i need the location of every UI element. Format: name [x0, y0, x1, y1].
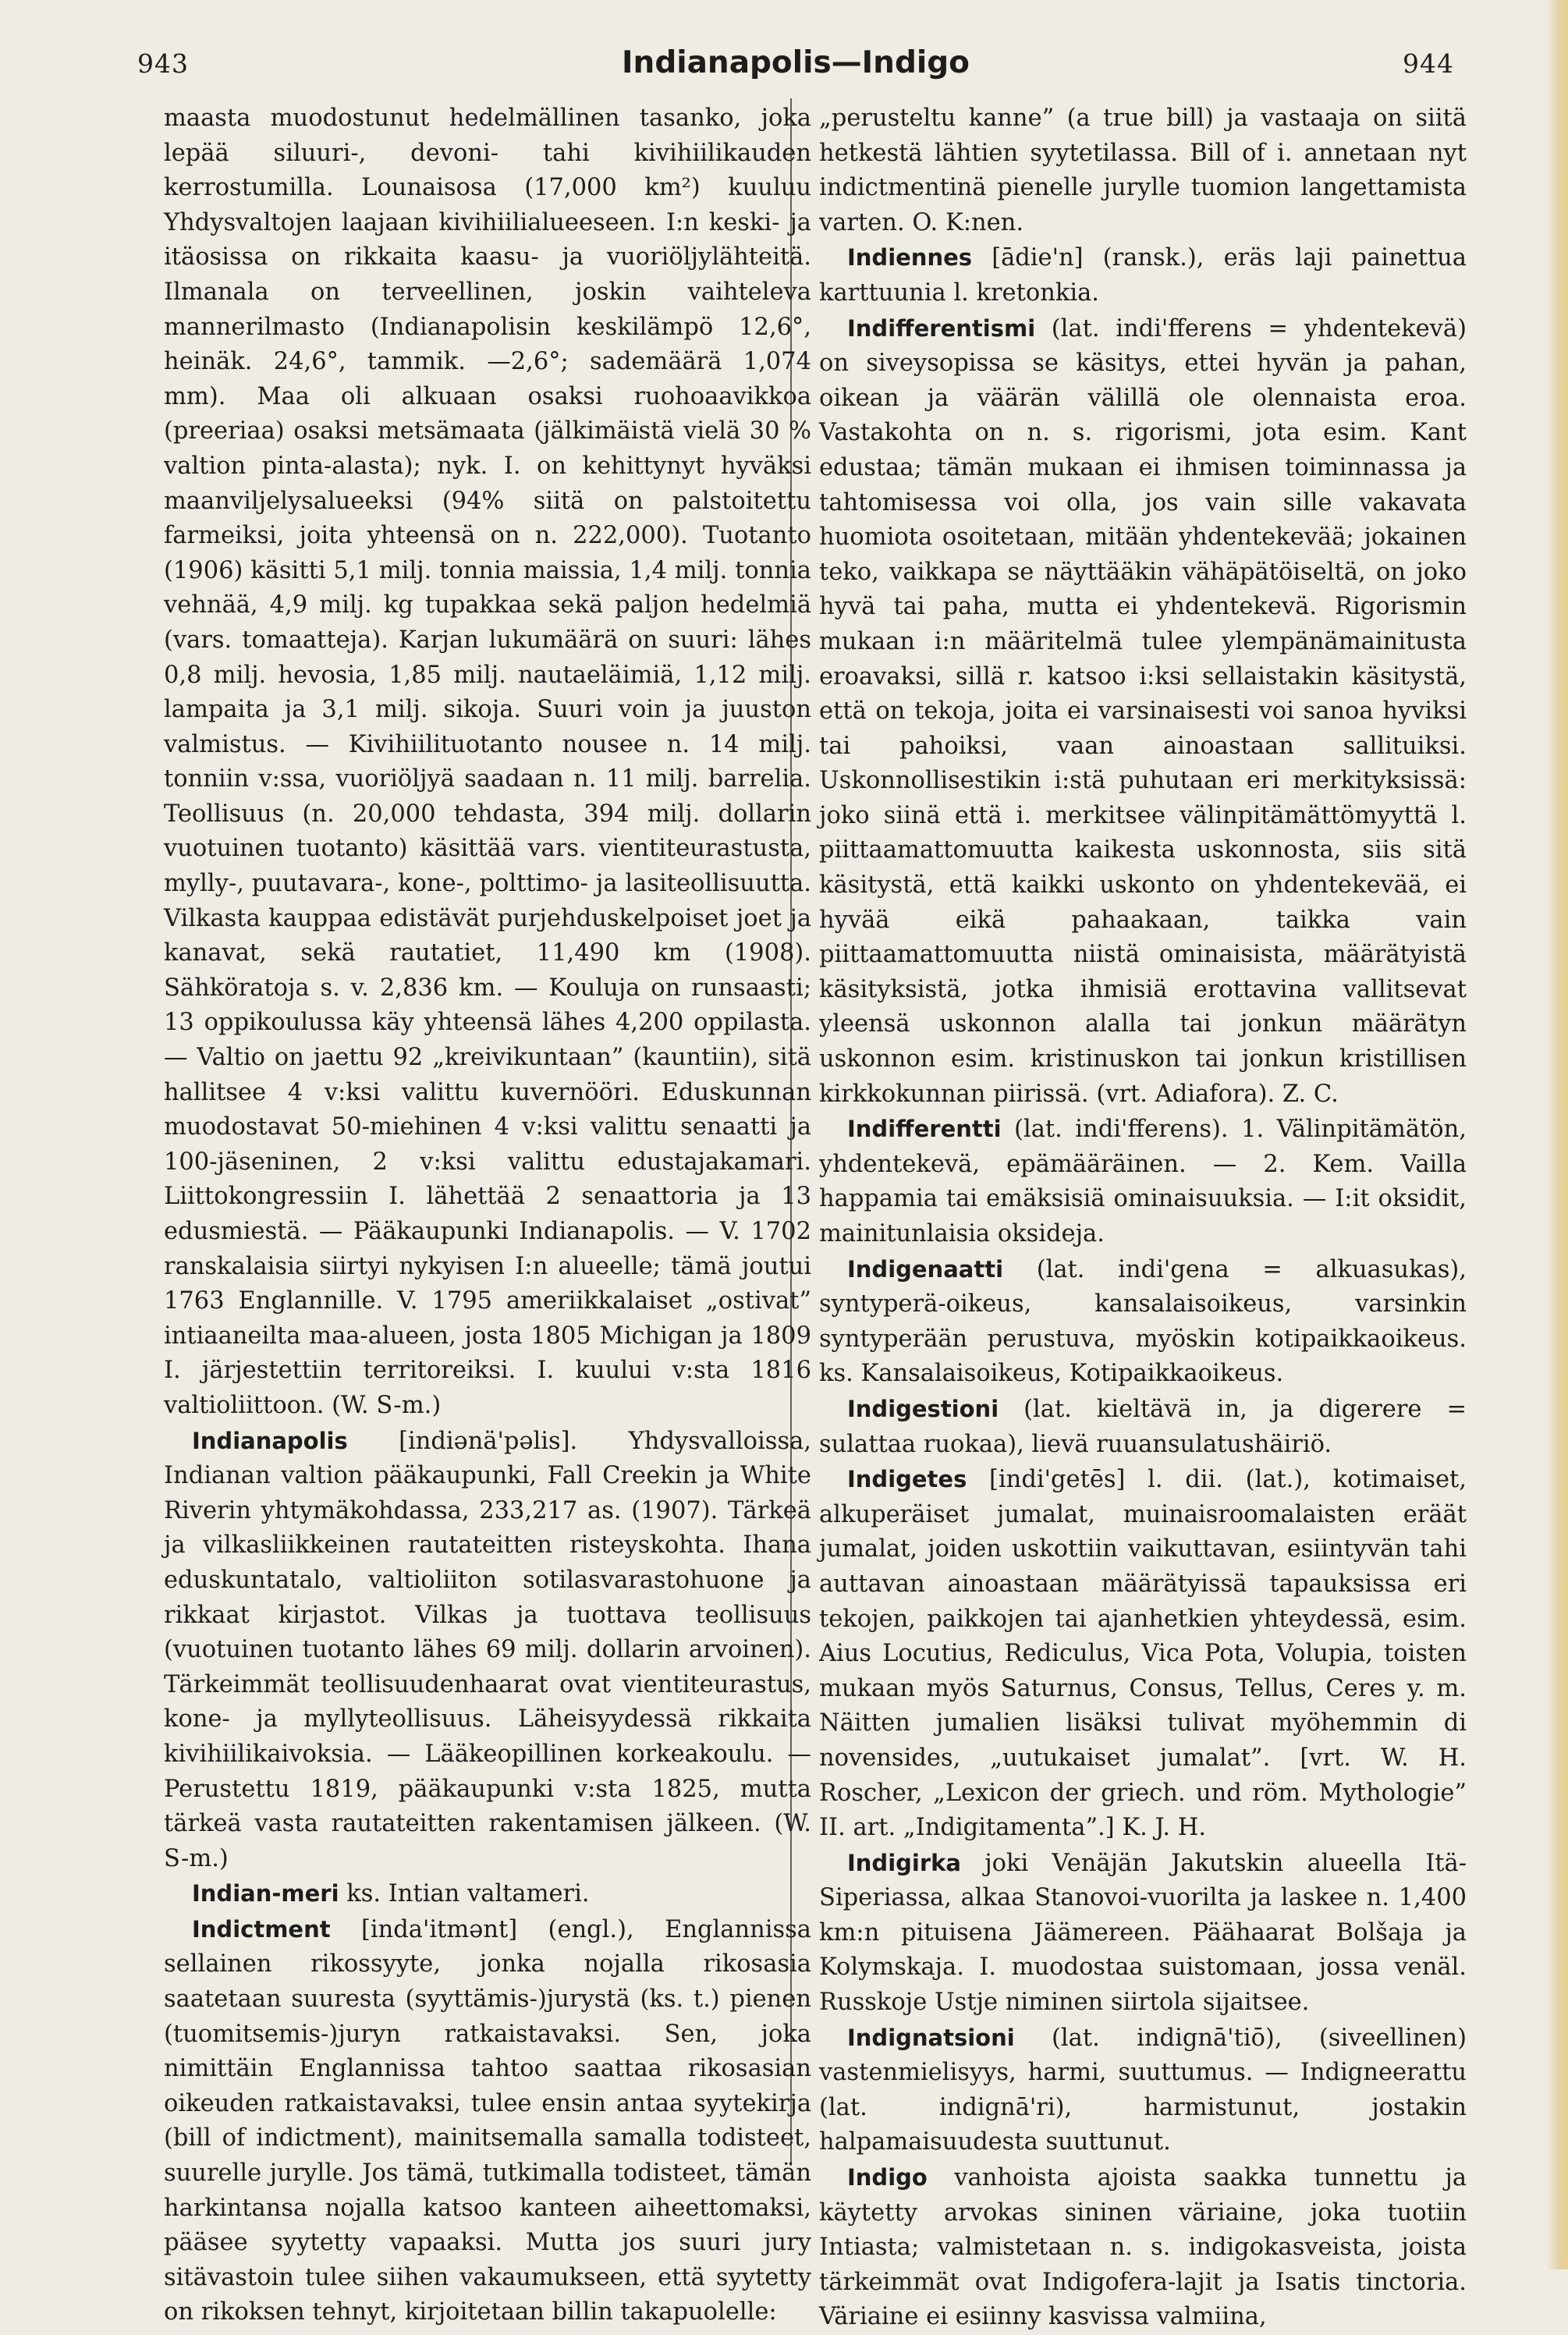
article-continuation: „perusteltu kanne” (a true bill) ja vastaaja on siitä hetkestä lähtien syytetilassa. Bill of i. annetaan nyt indictmentinä pienelle jurylle tuomion langettamista varten. O. K:nen. — [819, 105, 1467, 236]
article-continuation: maasta muodostunut hedelmällinen tasanko, joka lepää siluuri-, devoni- tahi kivihiilikauden kerrostumilla. Lounaisosa (17,000 km²) kuuluu Yhdysvaltojen laajaan kivihiilialueeseen. I:n keski- ja itäosissa on rikkaita kaasu- ja vuoriöljylähteitä. Ilmanala on terveellinen, joskin vaihteleva mannerilmasto (Indianapolisin keskilämpö 12,6°, heinäk. 24,6°, tammik. —2,6°; sademäärä 1,074 mm). Maa oli alkuaan osaksi ruohoaavikkoa (preeriaa) osaksi metsämaata (jälkimäistä vielä 30 % valtion pinta-alasta); nyk. I. on kehittynyt hyväksi maanviljelysalueeksi (94% siitä on palstoitettu farmeiksi, joita yhteensä on n. 222,000). Tuotanto (1906) käsitti 5,1 milj. tonnia maissia, 1,4 milj. tonnia vehnää, 4,9 milj. kg tupakkaa sekä paljon hedelmiä (vars. tomaatteja). Karjan lukumäärä on suuri: lähes 0,8 milj. hevosia, 1,85 milj. nautaeläimiä, 1,12 milj. lampaita ja 3,1 milj. sikoja. Suuri voin ja juuston valmistus. — Kivihiilituotanto nousee n. 14 milj. tonniin v:ssa, vuoriöljyä saadaan n. 11 milj. barrelia. Teollisuus (n. 20,000 tehdasta, 394 milj. dollarin vuotuinen tuotanto) käsittää vars. vientiteurastusta, mylly-, puutavara-, kone-, polttimo- ja lasiteollisuutta. Vilkasta kauppaa edistävät purjehduskelpoiset joet ja kanavat, sekä rautatiet, 11,490 km (1908). Sähköratoja s. v. 2,836 km. — Kouluja on runsaasti; 13 oppikoulussa käy yhteensä lähes 4,200 oppilasta. — Valtio on jaettu 92 „kreivikuntaan” (kauntiin), sitä hallitsee 4 v:ksi valittu kuvernööri. Eduskunnan muodostavat 50-miehinen 4 v:ksi valittu senaatti ja 100-jäseninen, 2 v:ksi valittu edustajakamari. Liittokongressiin I. lähettää 2 senaattoria ja 13 edusmiestä. — Pääkaupunki Indianapolis. — V. 1702 ranskalaisia siirtyi nykyisen I:n alueelle; tämä joutui 1763 Englannille. V. 1795 ameriikkalaiset „ostivat” intiaaneilta maa-alueen, josta 1805 Michigan ja 1809 I. järjestettiin territoreiksi. I. kuului v:sta 1816 valtioliittoon. (W. S-m.) — [164, 105, 811, 1419]
article-entry — [819, 1392, 1467, 1462]
entry-headword: Indian-meri — [192, 1880, 339, 1907]
article-entry — [819, 1112, 1467, 1251]
article-entry — [164, 1424, 811, 1877]
entry-headword: Indictment — [192, 1915, 331, 1943]
entry-text: (lat. indignā'tiō), (siveellinen) vastenmielisyys, harmi, suuttumus. — Indigneerattu (lat. indignā'ri), harmistunut, jostakin halpamaisuudesta suuttunut. — [819, 2024, 1467, 2156]
entry-headword: Indigestioni — [847, 1395, 999, 1422]
entry-text: [ādie'n] (ransk.), eräs laji painettua karttuunia l. kretonkia. — [819, 244, 1467, 307]
article-entry — [164, 1912, 811, 2330]
entry-text: [indi'getēs] l. dii. (lat.), kotimaiset, alkuperäiset jumalat, muinaisroomalaisten eräät jumalat, joiden uskottiin vaikuttavan, esiintyvän tahi auttavan ainoastaan määrätyissä tapauksissa eri tekojen, paikkojen tai ajanhetkien yhteydessä, esim. Aius Locutius, Rediculus, Vica Pota, Volupia, toisten mukaan myös Saturnus, Consus, Tellus, Ceres y. m. Näitten jumalien lisäksi tulivat myöhemmin di novensides, „uutukaiset jumalat”. [vrt. W. H. Roscher, „Lexicon der griech. und röm. Mythologie” II. art. „Indigitamenta”.] K. J. H. — [819, 1466, 1467, 1842]
entry-headword: Indiennes — [847, 244, 973, 271]
article-entry — [819, 2021, 1467, 2160]
entry-text: (lat. indi'fferens = yhdentekevä) on siveysopissa se käsitys, ettei hyvän ja pahan, oikean ja väärän välillä ole olennaista eroa. Vastakohta on n. s. rigorismi, jota esim. Kant edustaa; tämän mukaan ei ihmisen toiminnassa ja tahtomisessa voi olla, jos vain sille vakavata huomiota osoitetaan, mitään yhdentekevää; jokainen teko, vaikkapa se näyttääkin vähäpätöiseltä, on joko hyvä tai paha, mutta ei yhdentekevä. Rigorismin mukaan i:n määritelmä tulee ylempänämainitusta eroavaksi, sillä r. katsoo i:ksi sellaistakin käsitystä, että on tekoja, joita ei varsinaisesti voi sanoa hyviksi tai pahoiksi, vaan ainoastaan sallituiksi. Uskonnollisestikin i:stä puhutaan eri merkityksissä: joko siinä että i. merkitsee välinpitämättömyyttä l. piittaamattomuutta kaikesta uskonnosta, siis sitä käsitystä, että kaikki uskonto on yhdentekevää, ei hyvää eikä pahaakaan, taikka vain piittaamattomuutta niistä ominaisista, määrätyistä käsityksistä, jotka ihmisiä erottavina vallitsevat yleensä uskonnon alalla tai jonkun määrätyn uskonnon esim. kristinuskon tai jonkun kristillisen kirkkokunnan piirissä. (vrt. Adiafora). Z. C. — [819, 314, 1467, 1108]
article-entry — [819, 311, 1467, 1112]
entry-headword: Indianapolis — [192, 1427, 348, 1454]
entry-headword: Indifferentti — [847, 1116, 1002, 1143]
entry-text: [indiənä'pəlis]. Yhdysvalloissa, Indianan valtion pääkaupunki, Fall Creekin ja White Riverin yhtymäkohdassa, 233,217 as. (1907). Tärkeä ja vilkasliikkeinen rautateitten risteyskohta. Ihana eduskuntatalo, valtioliiton sotilasvarastohuone ja rikkaat kirjastot. Vilkas ja tuottava teollisuus (vuotuinen tuotanto lähes 69 milj. dollarin arvoinen). Tärkeimmät teollisuudenhaarat ovat vientiteurastus, kone- ja myllyteollisuus. Läheisyydessä rikkaita kivihiilikaivoksia. — Lääkeopillinen korkeakoulu. — Perustettu 1819, pääkaupunki v:sta 1825, mutta tärkeä vasta rautateitten rakentamisen jälkeen. (W. S-m.) — [164, 1427, 811, 1872]
right-column — [819, 101, 1467, 2335]
entry-headword: Indigenaatti — [847, 1255, 1004, 1283]
entry-headword: Indignatsioni — [847, 2024, 1015, 2051]
entry-text: ks. Intian valtameri. — [346, 1880, 590, 1908]
page-header — [137, 45, 1454, 87]
article-entry — [819, 240, 1467, 311]
entry-headword: Indigetes — [847, 1466, 967, 1493]
entry-text: [inda'itmənt] (engl.), Englannissa sellainen rikossyyte, jonka nojalla rikosasia saatetaan suuresta (syyttämis-)jurystä (ks. t.) pienen (tuomitsemis-)juryn ratkaistavaksi. Sen, joka nimittäin Englannissa tahtoo saattaa rikosasian oikeuden ratkaistavaksi, tulee ensin antaa syytekirja (bill of indictment), mainitsemalla samalla todisteet, suurelle jurylle. Jos tämä, tutkimalla todisteet, tämän harkintansa nojalla katsoo kanteen aiheettomaksi, pääsee syytetty vapaaksi. Mutta jos suuri jury sitävastoin tulee siihen vakaumukseen, että syytetty on rikoksen tehnyt, kirjoitetaan billin takapuolelle: — [164, 1915, 811, 2326]
entry-headword: Indifferentismi — [847, 314, 1036, 342]
entry-headword: Indigo — [847, 2164, 928, 2191]
entry-text: (lat. indi'fferens). 1. Välinpitämätön, yhdentekevä, epämääräinen. — 2. Kem. Vailla happamia tai emäksisiä ominaisuuksia. — I:it oksidit, mainitunlaisia oksideja. — [819, 1116, 1467, 1247]
page-number-right: 944 — [1403, 48, 1454, 79]
page-number-left: 943 — [137, 48, 189, 79]
left-column — [164, 101, 811, 2330]
running-title: Indianapolis—Indigo — [622, 45, 970, 80]
entry-text: joki Venäjän Jakutskin alueella Itä-Siperiassa, alkaa Stanovoi-vuorilta ja laskee n. 1,400 km:n pituisena Jäämereen. Päähaarat Bolšaja ja Kolymskaja. I. muodostaa suistomaan, jossa venäl. Russkoje Ustje niminen siirtola sijaitsee. — [819, 1849, 1467, 2017]
entry-text: vanhoista ajoista saakka tunnettu ja käytetty arvokas sininen väriaine, joka tuotiin Intiasta; valmistetaan n. s. indigokasveista, joista tärkeimmät ovat Indigofera-lajit ja Isatis tinctoria. Väriaine ei esiinny kasvissa valmiina, — [819, 2164, 1467, 2331]
entry-text: (lat. indi'gena = alkuasukas), syntyperä-oikeus, kansalaisoikeus, varsinkin syntyperään perustuva, myöskin kotipaikkaoikeus. ks. Kansalaisoikeus, Kotipaikkaoikeus. — [819, 1255, 1467, 1388]
article-entry — [819, 2160, 1467, 2335]
article-entry — [164, 1876, 811, 1912]
entry-headword: Indigirka — [847, 1849, 961, 1876]
article-entry — [819, 1252, 1467, 1392]
entry-text: (lat. kieltävä in, ja digerere = sulattaa ruokaa), lievä ruuansulatushäiriö. — [819, 1395, 1467, 1458]
article-entry — [819, 1846, 1467, 2021]
article-entry — [819, 1462, 1467, 1846]
page-edge-shade — [1546, 0, 1568, 2269]
